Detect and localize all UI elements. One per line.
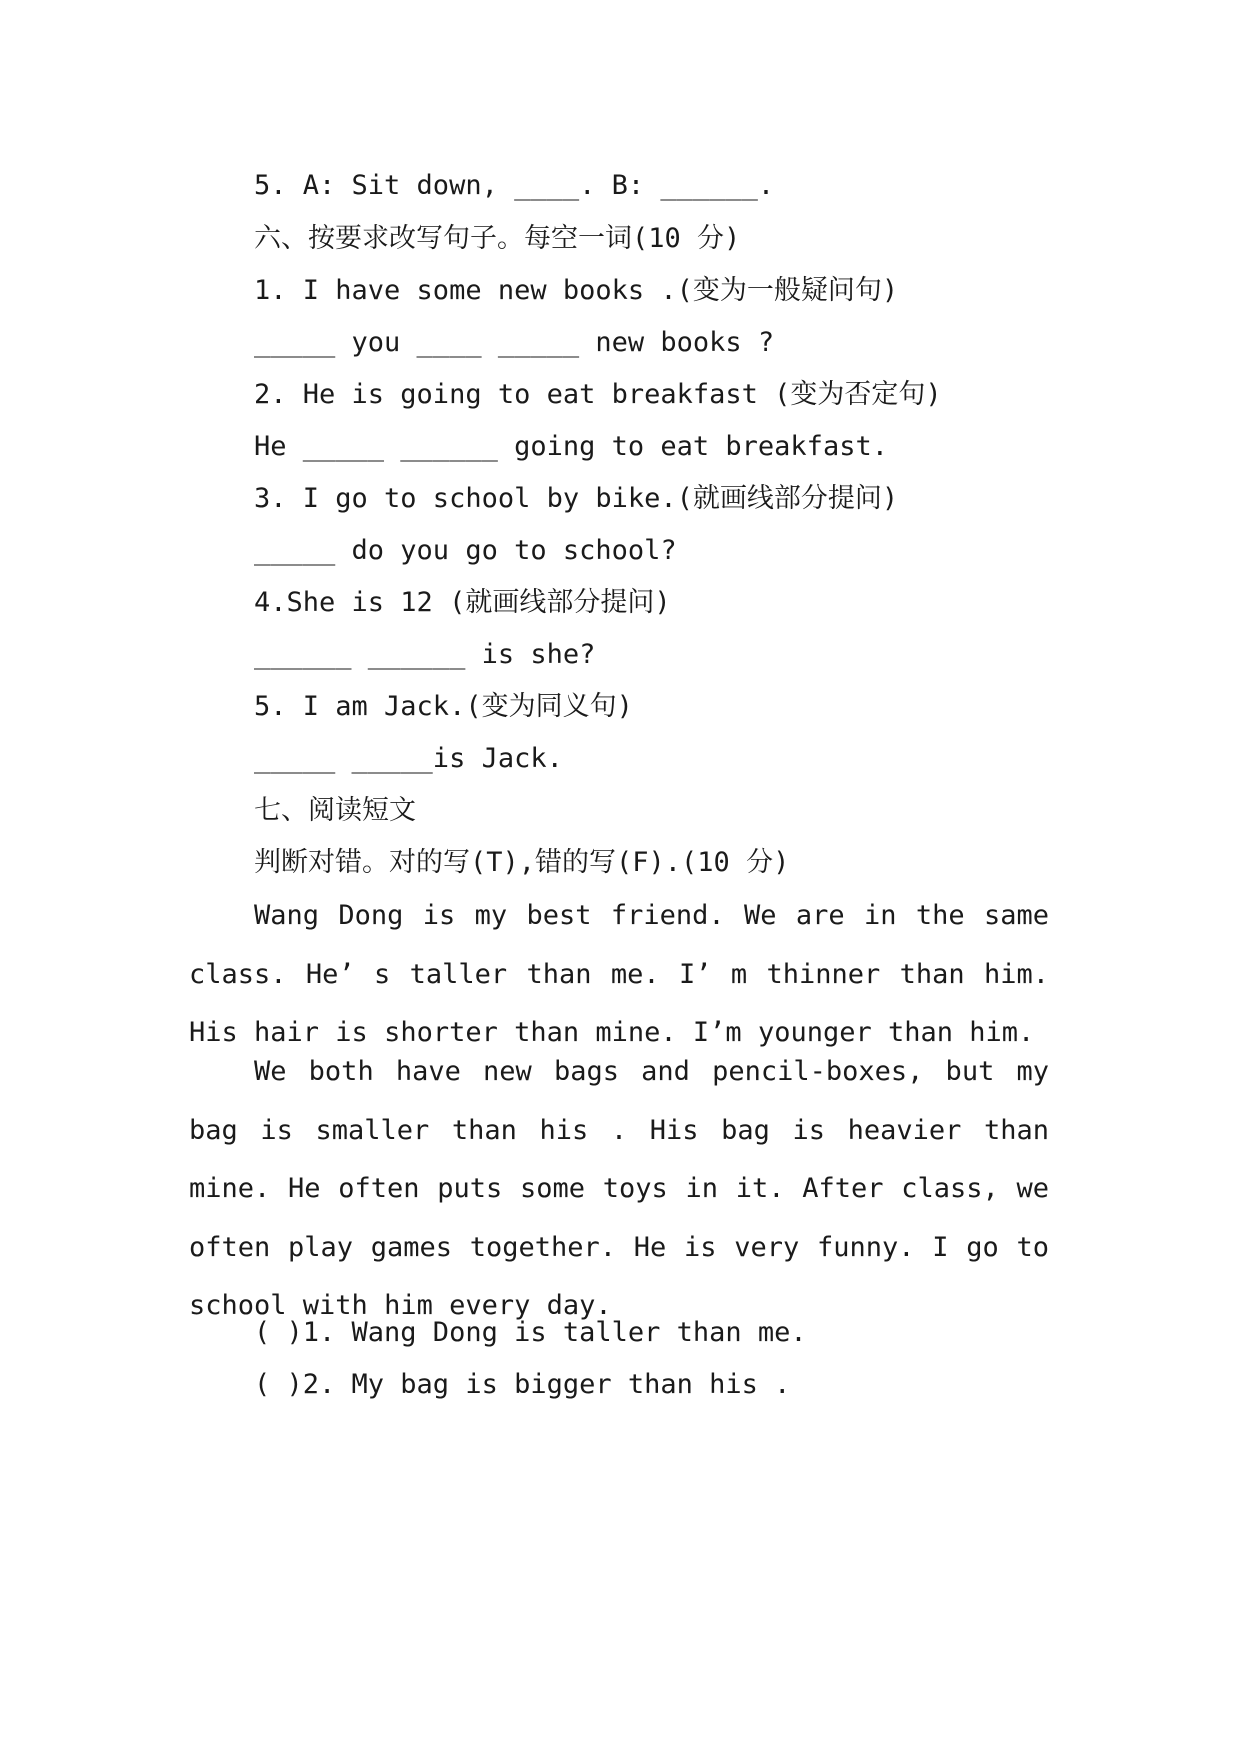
- section7-instruction: 判断对错。对的写(T),错的写(F).(10 分): [254, 847, 790, 878]
- section6-answer-1: _____ you ____ _____ new books ?: [254, 327, 775, 358]
- section6-question-3: 3. I go to school by bike.(就画线部分提问): [254, 483, 899, 514]
- section6-answer-4: ______ ______ is she?: [254, 639, 596, 670]
- true-false-statement-1: ( )1. Wang Dong is taller than me.: [254, 1317, 807, 1348]
- section6-answer-3: _____ do you go to school?: [254, 535, 677, 566]
- section6-heading: 六、按要求改写句子。每空一词(10 分): [254, 223, 741, 254]
- section7-heading: 七、阅读短文: [254, 795, 416, 826]
- section6-question-5: 5. I am Jack.(变为同义句): [254, 691, 633, 722]
- reading-paragraph-1: Wang Dong is my best friend. We are in the same class. He’ s taller than me. I’ m thinner than him. His hair is shorter than mine. I’m younger than him.: [189, 900, 1049, 1048]
- section6-question-1: 1. I have some new books .(变为一般疑问句): [254, 275, 899, 306]
- section6-answer-2: He _____ ______ going to eat breakfast.: [254, 431, 888, 462]
- section6-question-2: 2. He is going to eat breakfast (变为否定句): [254, 379, 942, 410]
- section6-answer-5: _____ _____is Jack.: [254, 743, 563, 774]
- section5-question-5: 5. A: Sit down, ____. B: ______.: [254, 170, 775, 201]
- true-false-statement-2: ( )2. My bag is bigger than his .: [254, 1369, 791, 1400]
- section6-question-4: 4.She is 12 (就画线部分提问): [254, 587, 671, 618]
- reading-paragraph-2: We both have new bags and pencil-boxes, but my bag is smaller than his . His bag is heavier than mine. He often puts some toys in it. After class, we often play games together. He is very funny. I go to school with him every day.: [189, 1056, 1049, 1321]
